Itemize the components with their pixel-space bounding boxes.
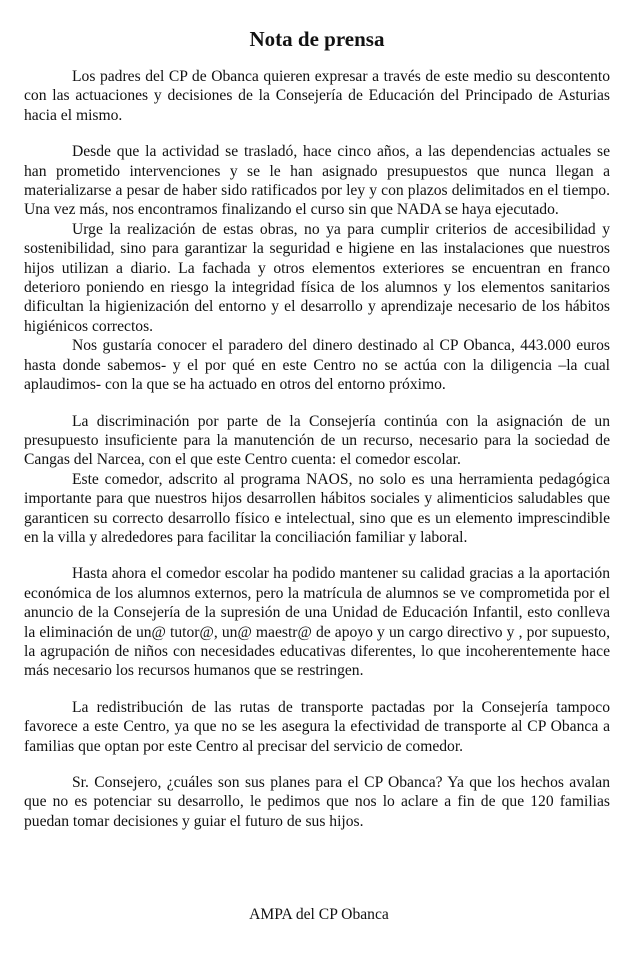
paragraph-enrollment: Hasta ahora el comedor escolar ha podido mantener su calidad gracias a la aportación económica de los alumnos externos, pero la matrícula de alumnos se ve comprometida por el anuncio de la Consejería de la supresión de una Unidad de Educación Infantil, esto conlleva la eliminación de un@ tutor@, un@ maestr@ de apoyo y un cargo directivo y , por supuesto, la agrupación de niños con necesidades educativas diferentes, lo que incoherentemente hace más necesario los recursos humanos que se restringen.	[24, 565, 610, 680]
paragraph-budget-question: Nos gustaría conocer el paradero del dinero destinado al CP Obanca, 443.000 euros hasta donde sabemos- y el por qué en este Centro no se actúa con la diligencia –la cual aplaudimos- con la que se ha actuado en otros del entorno próximo.	[24, 337, 610, 394]
paragraph-transport: La redistribución de las rutas de transporte pactadas por la Consejería tampoco favorece a este Centro, ya que no se les asegura la efectividad de transporte al CP Obanca a familias que optan por este Centro al precisar del servicio de comedor.	[24, 698, 610, 755]
paragraph-canteen: Este comedor, adscrito al programa NAOS, no solo es una herramienta pedagógica importante para que nuestros hijos desarrollen hábitos sociales y alimenticios saludables que garanticen su correcto desarrollo físico e intelectual, sino que es un elemento imprescindible en la villa y alrededores para facilitar la conciliación familiar y laboral.	[24, 470, 610, 546]
paragraph-urgent-works: Urge la realización de estas obras, no ya para cumplir criterios de accesibilidad y sostenibilidad, sino para garantizar la seguridad e higiene en las instalaciones que nuestros hijos utilizan a diario. La fachada y otros elementos exteriores se encuentran en franco deterioro poniendo en riesgo la integridad física de los alumnos y los elementos sanitarios dificultan la higienización del entorno y el desarrollo y aprendizaje necesario de los hábitos higiénicos correctos.	[24, 220, 610, 335]
paragraph-intro: Los padres del CP de Obanca quieren expresar a través de este medio su descontento con las actuaciones y decisiones de la Consejería de Educación del Principado de Asturias hacia el mismo.	[24, 68, 610, 124]
signature: AMPA del CP Obanca	[249, 906, 389, 923]
document-title: Nota de prensa	[249, 27, 385, 51]
paragraph-closing-question: Sr. Consejero, ¿cuáles son sus planes para el CP Obanca? Ya que los hechos avalan que no es potenciar su desarrollo, le pedimos que nos lo aclare a fin de que 120 familias puedan tomar decisiones y guiar el futuro de sus hijos.	[24, 774, 610, 830]
paragraph-promises: Desde que la actividad se trasladó, hace cinco años, a las dependencias actuales se han prometido intervenciones y se le han asignado presupuestos que nunca llegan a materializarse a pesar de haber sido ratificados por ley y con plazos delimitados en el tiempo. Una vez más, nos encontramos finalizando el curso sin que NADA se haya ejecutado.	[24, 143, 610, 219]
paragraph-discrimination: La discriminación por parte de la Consejería continúa con la asignación de un presupuesto insuficiente para la manutención de un recurso, necesario para la sociedad de Cangas del Narcea, con el que este Centro cuenta: el comedor escolar.	[24, 412, 610, 469]
